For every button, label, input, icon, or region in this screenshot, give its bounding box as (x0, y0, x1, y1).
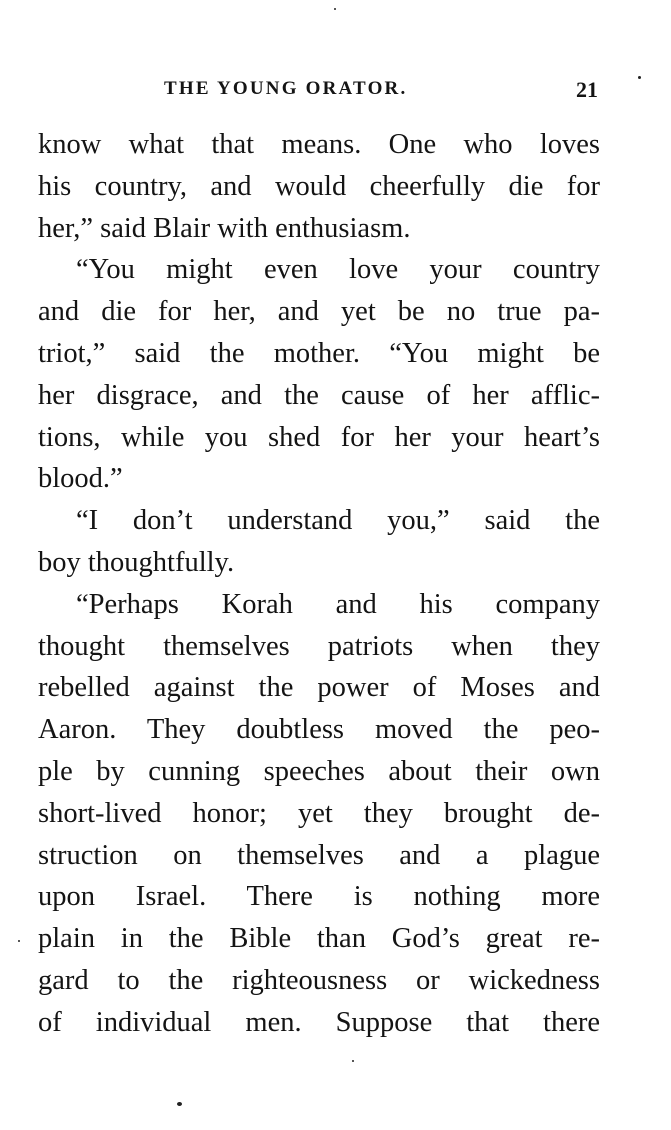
ink-speck (18, 940, 20, 942)
ink-speck (177, 1102, 182, 1106)
text-line: know what that means. One who loves (38, 129, 600, 160)
text-line: her disgrace, and the cause of her afflic- (38, 379, 600, 411)
text-line: “I don’t understand you,” said the (76, 505, 600, 537)
text-line: tions, while you shed for her your heart’s (38, 421, 600, 453)
text-line: Aaron. They doubtless moved the peo- (38, 714, 600, 746)
ink-speck (352, 1060, 354, 1062)
text-line: her,” said Blair with enthusiasm. (38, 212, 411, 244)
text-line: ple by cunning speeches about their own (38, 755, 600, 787)
text-line: short-lived honor; yet they brought de- (38, 797, 600, 829)
text-line: blood.” (38, 463, 123, 495)
text-line: rebelled against the power of Moses and (38, 672, 600, 704)
ink-speck (334, 8, 336, 10)
text-line: boy thoughtfully. (38, 546, 235, 578)
text-line: plain in the Bible than God’s great re- (38, 923, 600, 955)
text-line: “Perhaps Korah and his company (76, 588, 600, 620)
text-line: “You might even love your country (76, 254, 600, 286)
ink-speck (638, 76, 641, 79)
text-line: gard to the righteousness or wickedness (38, 964, 600, 996)
body-text (38, 124, 600, 1044)
text-line: upon Israel. There is nothing more (38, 881, 600, 913)
text-line: thought themselves patriots when they (38, 630, 600, 662)
text-line: his country, and would cheerfully die for (38, 170, 600, 202)
text-line: of individual men. Suppose that there (38, 1006, 600, 1038)
running-title: THE YOUNG ORATOR. (164, 78, 408, 99)
text-line: triot,” said the mother. “You might be (38, 337, 600, 369)
page-header (40, 78, 600, 108)
text-line: and die for her, and yet be no true pa- (38, 296, 600, 328)
page-number: 21 (576, 77, 598, 102)
text-line: struction on themselves and a plague (38, 839, 600, 871)
